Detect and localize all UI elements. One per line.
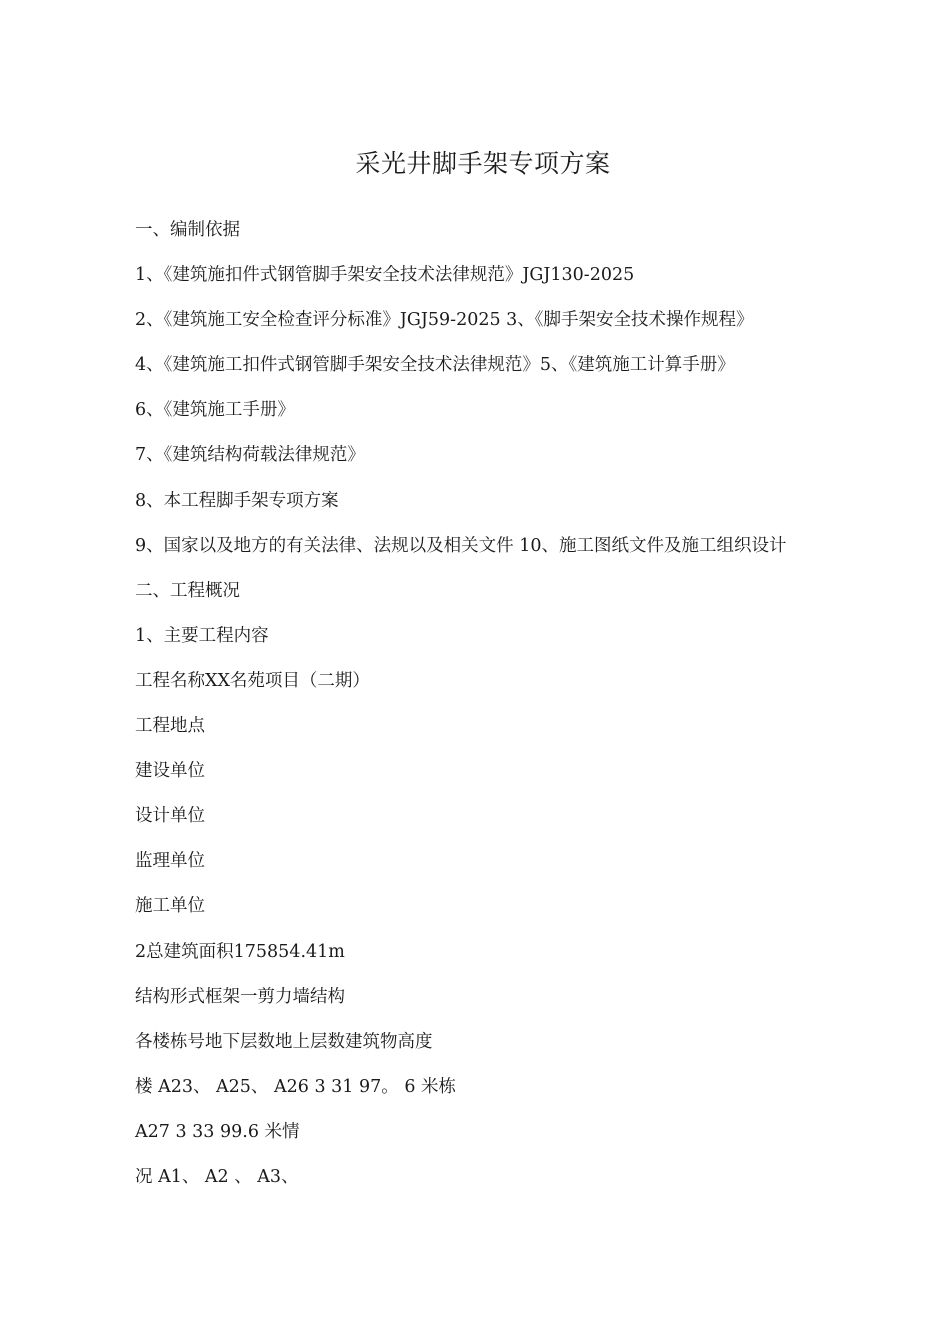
project-name-line: 工程名称XX名苑项目（二期） [135,670,370,691]
total-area-line: 2总建筑面积175854.41m [135,941,345,962]
section-heading-basis: 一、编制依据 [135,220,240,240]
structure-type-line: 结构形式框架一剪力墙结构 [135,986,345,1007]
basis-item-9-10: 9、国家以及地方的有关法律、法规以及相关文件 10、施工图纸文件及施工组织设计 [135,535,787,556]
basis-item-8: 8、本工程脚手架专项方案 [135,490,339,511]
basis-item-1: 1、《建筑施扣件式钢管脚手架安全技术法律规范》JGJ130-2025 [135,265,635,286]
contractor-unit-line: 施工单位 [135,896,205,917]
supervision-unit-line: 监理单位 [135,851,205,872]
basis-item-6: 6、《建筑施工手册》 [135,400,295,421]
building-row-line-1: 楼 A23、 A25、 A26 3 31 97。 6 米栋 [135,1076,457,1097]
document-body [135,212,935,1204]
basis-item-7: 7、《建筑结构荷载法律规范》 [135,445,365,466]
project-location-line: 工程地点 [135,716,205,737]
document-title: 采光井脚手架专项方案 [355,149,611,178]
basis-item-4-5: 4、《建筑施工扣件式钢管脚手架安全技术法律规范》5、《建筑施工计算手册》 [135,355,735,376]
building-row-line-2: A27 3 33 99.6 米情 [135,1121,300,1142]
section-heading-overview: 二、工程概况 [135,580,240,601]
design-unit-line: 设计单位 [135,806,205,827]
building-table-header-line: 各楼栋号地下层数地上层数建筑物高度 [135,1031,433,1052]
building-row-line-3: 况 A1、 A2 、 A3、 [135,1166,299,1187]
basis-item-2-3: 2、《建筑施工安全检查评分标准》JGJ59-2025 3、《脚手架安全技术操作规程》 [135,310,754,331]
overview-subheading-content: 1、主要工程内容 [135,625,269,646]
construction-unit-line: 建设单位 [135,761,205,782]
